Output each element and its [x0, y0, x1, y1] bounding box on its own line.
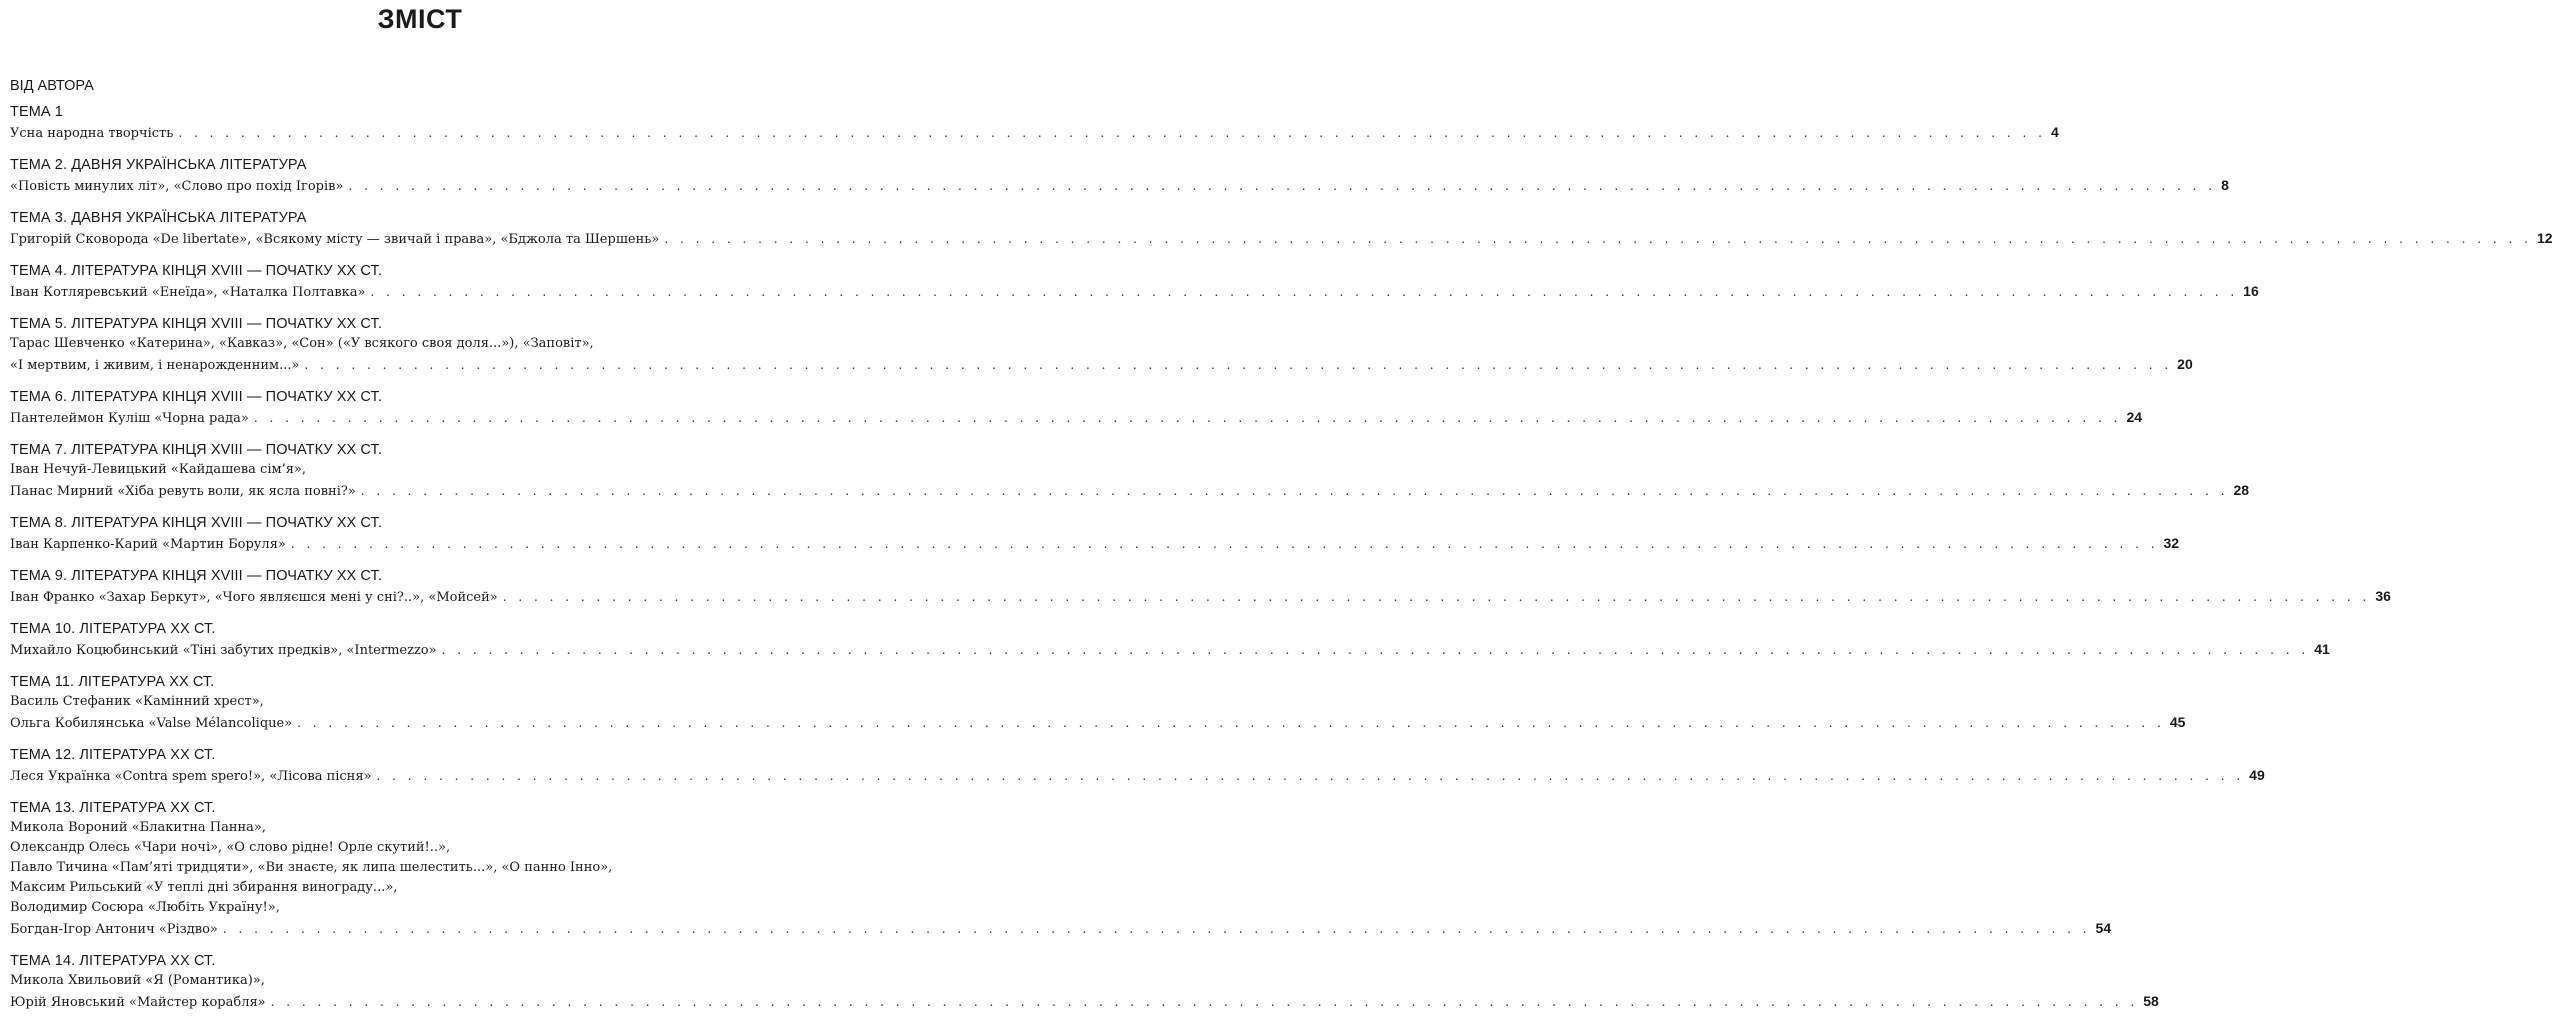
toc-section [10, 440, 2250, 502]
entry-text: Григорій Сковорода «De libertate», «Всякому місту — звичай і права», «Бджола та Шершень» [10, 232, 660, 247]
entry-line: Іван Нечуй-Левицький «Кайдашева сім’я», [10, 462, 307, 477]
section-heading: ТЕМА 11. ЛІТЕРАТУРА XX СТ. [10, 674, 215, 690]
entry-text: Юрій Яновський «Майстер корабля» [10, 995, 266, 1010]
section-heading: ТЕМА 5. ЛІТЕРАТУРА КІНЦЯ XVIII — ПОЧАТКУ XX СТ. [10, 316, 382, 332]
page-title: ЗМІСТ [377, 4, 463, 34]
section-heading: ТЕМА 12. ЛІТЕРАТУРА XX СТ. [10, 747, 216, 763]
entry-text: Михайло Коцюбинський «Тіні забутих предків», «Intermezzo» [10, 643, 437, 658]
section-heading: ТЕМА 6. ЛІТЕРАТУРА КІНЦЯ XVIII — ПОЧАТКУ XX СТ. [10, 389, 382, 405]
dot-leader: . . . . . . . . . . . . . . . . . . . . . . . . . . . . . . . . . . . . . . . . . . . . . . . . . . . . . . . . . . . . . . . . . . . . . . . . . . . . . . . . . . . . . . . . . . . . . . . . . . . . . . . . . . . . . . . . . . . . . . . . [376, 769, 2245, 783]
dot-leader: . . . . . . . . . . . . . . . . . . . . . . . . . . . . . . . . . . . . . . . . . . . . . . . . . . . . . . . . . . . . . . . . . . . . . . . . . . . . . . . . . . . . . . . . . . . . . . . . . . . . . . . . . . . . . . . . . . . . . . . . [222, 922, 2091, 936]
entry-text: Пантелеймон Куліш «Чорна рада» [10, 411, 249, 426]
entry-line: Олександр Олесь «Чари ночі», «О слово рідне! Орле скутий!..», [10, 840, 451, 855]
toc-entry [10, 991, 2159, 1013]
page-number: 16 [2243, 283, 2259, 299]
page-number: 58 [2143, 993, 2159, 1009]
table-of-contents [10, 102, 2553, 1024]
entry-line: Микола Хвильовий «Я (Романтика)», [10, 973, 265, 988]
entry-text: Усна народна творчість [10, 126, 174, 141]
toc-section [10, 155, 2229, 197]
page-number: 20 [2177, 356, 2193, 372]
section-heading: ТЕМА 8. ЛІТЕРАТУРА КІНЦЯ XVIII — ПОЧАТКУ XX СТ. [10, 515, 382, 531]
toc-entry [10, 765, 2265, 787]
toc-section [10, 745, 2265, 787]
section-heading: ТЕМА 7. ЛІТЕРАТУРА КІНЦЯ XVIII — ПОЧАТКУ XX СТ. [10, 442, 382, 458]
entry-text: Богдан-Ігор Антонич «Різдво» [10, 922, 218, 937]
toc-section [10, 314, 2193, 376]
toc-entry [10, 480, 2250, 502]
toc-section [10, 387, 2143, 429]
page-number: 4 [2050, 124, 2059, 140]
dot-leader: . . . . . . . . . . . . . . . . . . . . . . . . . . . . . . . . . . . . . . . . . . . . . . . . . . . . . . . . . . . . . . . . . . . . . . . . . . . . . . . . . . . . . . . . . . . . . . . . . . . . . . . . . . . . . . . . . . . . . . . . [441, 643, 2310, 657]
toc-entry [10, 533, 2180, 555]
dot-leader: . . . . . . . . . . . . . . . . . . . . . . . . . . . . . . . . . . . . . . . . . . . . . . . . . . . . . . . . . . . . . . . . . . . . . . . . . . . . . . . . . . . . . . . . . . . . . . . . . . . . . . . . . . . . . . . . . . . . . . . . [360, 484, 2229, 498]
section-heading: ТЕМА 9. ЛІТЕРАТУРА КІНЦЯ XVIII — ПОЧАТКУ XX СТ. [10, 568, 382, 584]
section-heading: ТЕМА 10. ЛІТЕРАТУРА XX СТ. [10, 621, 216, 637]
entry-text: Іван Франко «Захар Беркут», «Чого являєшся мені у сні?..», «Мойсей» [10, 590, 498, 605]
dot-leader: . . . . . . . . . . . . . . . . . . . . . . . . . . . . . . . . . . . . . . . . . . . . . . . . . . . . . . . . . . . . . . . . . . . . . . . . . . . . . . . . . . . . . . . . . . . . . . . . . . . . . . . . . . . . . . . . . . . . . . . . [290, 537, 2159, 551]
entry-text: Панас Мирний «Хіба ревуть воли, як ясла повні?» [10, 484, 356, 499]
dot-leader: . . . . . . . . . . . . . . . . . . . . . . . . . . . . . . . . . . . . . . . . . . . . . . . . . . . . . . . . . . . . . . . . . . . . . . . . . . . . . . . . . . . . . . . . . . . . . . . . . . . . . . . . . . . . . . . . . . . . . . . . [502, 590, 2371, 604]
toc-entry [10, 712, 2186, 734]
toc-section [10, 619, 2330, 661]
section-heading: ТЕМА 2. ДАВНЯ УКРАЇНСЬКА ЛІТЕРАТУРА [10, 157, 307, 173]
page-number: 32 [2163, 535, 2180, 551]
entry-text: Леся Українка «Contra spem spero!», «Лісова пісня» [10, 769, 372, 784]
author-note: ВІД АВТОРА [10, 78, 94, 94]
toc-section [10, 102, 2059, 144]
toc-entry [10, 918, 2112, 940]
page-number: 28 [2233, 482, 2250, 498]
entry-text: «Повість минулих літ», «Слово про похід Ігорів» [10, 179, 344, 194]
entry-line: Павло Тичина «Пам’яті тридцяти», «Ви знаєте, як липа шелестить...», «О панно Інно», [10, 860, 613, 875]
dot-leader: . . . . . . . . . . . . . . . . . . . . . . . . . . . . . . . . . . . . . . . . . . . . . . . . . . . . . . . . . . . . . . . . . . . . . . . . . . . . . . . . . . . . . . . . . . . . . . . . . . . . . . . . . . . . . . . . . . . . . . . . [270, 995, 2139, 1009]
toc-entry [10, 354, 2193, 376]
toc-entry [10, 407, 2143, 429]
dot-leader: . . . . . . . . . . . . . . . . . . . . . . . . . . . . . . . . . . . . . . . . . . . . . . . . . . . . . . . . . . . . . . . . . . . . . . . . . . . . . . . . . . . . . . . . . . . . . . . . . . . . . . . . . . . . . . . . . . . . . . . . [664, 232, 2532, 246]
toc-entry [10, 175, 2229, 197]
toc-entry [10, 122, 2059, 144]
dot-leader: . . . . . . . . . . . . . . . . . . . . . . . . . . . . . . . . . . . . . . . . . . . . . . . . . . . . . . . . . . . . . . . . . . . . . . . . . . . . . . . . . . . . . . . . . . . . . . . . . . . . . . . . . . . . . . . . . . . . . . . . [304, 358, 2173, 372]
entry-text: Іван Карпенко-Карий «Мартин Боруля» [10, 537, 286, 552]
toc-section [10, 672, 2186, 734]
entry-line: Микола Вороний «Блакитна Панна», [10, 820, 267, 835]
page-number: 54 [2095, 920, 2112, 936]
entry-text: Ольга Кобилянська «Valse Mélancolique» [10, 716, 293, 731]
page-number: 8 [2221, 177, 2229, 193]
section-heading: ТЕМА 13. ЛІТЕРАТУРА XX СТ. [10, 800, 216, 816]
toc-section [10, 513, 2180, 555]
toc-entry [10, 639, 2330, 661]
section-heading: ТЕМА 1 [10, 104, 63, 120]
dot-leader: . . . . . . . . . . . . . . . . . . . . . . . . . . . . . . . . . . . . . . . . . . . . . . . . . . . . . . . . . . . . . . . . . . . . . . . . . . . . . . . . . . . . . . . . . . . . . . . . . . . . . . . . . . . . . . . . . . . . . . . . [370, 285, 2239, 299]
entry-text: Іван Котляревський «Енеїда», «Наталка Полтавка» [10, 285, 366, 300]
toc-entry [10, 586, 2391, 608]
entry-line: Тарас Шевченко «Катерина», «Кавказ», «Сон» («У всякого своя доля...»), «Заповіт», [10, 336, 594, 351]
page-number: 49 [2249, 767, 2265, 783]
section-heading: ТЕМА 3. ДАВНЯ УКРАЇНСЬКА ЛІТЕРАТУРА [10, 210, 307, 226]
toc-section [10, 208, 2553, 250]
entry-line: Василь Стефаник «Камінний хрест», [10, 694, 264, 709]
toc-entry [10, 281, 2259, 303]
entry-line: Максим Рильський «У теплі дні збирання винограду...», [10, 880, 398, 895]
toc-section [10, 798, 2112, 940]
toc-section [10, 566, 2391, 608]
toc-section [10, 261, 2259, 303]
section-heading: ТЕМА 14. ЛІТЕРАТУРА XX СТ. [10, 953, 216, 969]
toc-entry [10, 228, 2553, 250]
page-number: 36 [2375, 588, 2391, 604]
toc-section [10, 951, 2159, 1013]
page-number: 41 [2314, 641, 2330, 657]
dot-leader: . . . . . . . . . . . . . . . . . . . . . . . . . . . . . . . . . . . . . . . . . . . . . . . . . . . . . . . . . . . . . . . . . . . . . . . . . . . . . . . . . . . . . . . . . . . . . . . . . . . . . . . . . . . . . . . . . . . . . . . . [348, 179, 2217, 193]
entry-text: «І мертвим, і живим, і ненарожденним...» [10, 358, 300, 373]
dot-leader: . . . . . . . . . . . . . . . . . . . . . . . . . . . . . . . . . . . . . . . . . . . . . . . . . . . . . . . . . . . . . . . . . . . . . . . . . . . . . . . . . . . . . . . . . . . . . . . . . . . . . . . . . . . . . . . . . . . . . . . . [297, 716, 2165, 730]
page-number: 24 [2126, 409, 2143, 425]
section-heading: ТЕМА 4. ЛІТЕРАТУРА КІНЦЯ XVIII — ПОЧАТКУ XX СТ. [10, 263, 382, 279]
dot-leader: . . . . . . . . . . . . . . . . . . . . . . . . . . . . . . . . . . . . . . . . . . . . . . . . . . . . . . . . . . . . . . . . . . . . . . . . . . . . . . . . . . . . . . . . . . . . . . . . . . . . . . . . . . . . . . . . . . . . . . . . [178, 126, 2046, 140]
entry-line: Володимир Сосюра «Любіть Україну!», [10, 900, 280, 915]
dot-leader: . . . . . . . . . . . . . . . . . . . . . . . . . . . . . . . . . . . . . . . . . . . . . . . . . . . . . . . . . . . . . . . . . . . . . . . . . . . . . . . . . . . . . . . . . . . . . . . . . . . . . . . . . . . . . . . . . . . . . . . . [253, 411, 2122, 425]
page-number: 45 [2169, 714, 2186, 730]
page-number: 12 [2536, 230, 2553, 246]
